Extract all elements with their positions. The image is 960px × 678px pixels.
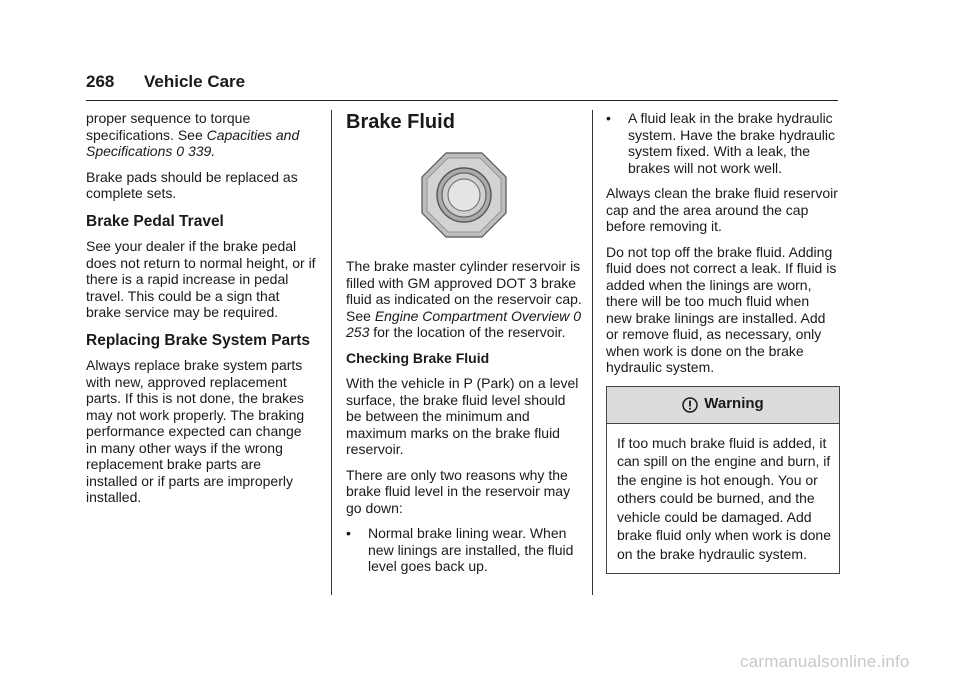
paragraph: Always clean the brake fluid reservoir cap and the area around the cap before removing it.: [606, 185, 838, 234]
column-middle: [346, 110, 582, 584]
paragraph: The brake master cylinder reservoir is filled with GM approved DOT 3 brake fluid as indicated on the reservoir cap. See Engine Compartment Overview 0 253 for the location of the reservoir.: [346, 258, 582, 340]
heading-checking-brake-fluid: Checking Brake Fluid: [346, 349, 490, 366]
column-divider: [592, 110, 593, 595]
paragraph: Brake pads should be replaced as complete sets.: [86, 168, 298, 201]
list-item: • Normal brake lining wear. When new linings are installed, the fluid level goes back up.: [346, 525, 574, 574]
paragraph: See your dealer if the brake pedal does not return to normal height, or if there is a rapid increase in pedal travel. This could be a sign that brake service may be required.: [86, 238, 316, 320]
warning-text: If too much brake fluid is added, it can spill on the engine and burn, if the engine is hot enough. You or others could be burned, and the vehicle could be damaged. Add brake fluid only when work is done on the brake hydraulic system.: [617, 434, 832, 562]
heading-replacing-brake-parts: Replacing Brake System Parts: [86, 331, 310, 349]
bullet-mark: •: [346, 525, 351, 541]
heading-brake-fluid: Brake Fluid: [346, 111, 455, 133]
paragraph: proper sequence to torque specifications. See Capacities and Specifications 0 339.: [86, 110, 300, 159]
paragraph: Always replace brake system parts with new, approved replacement parts. If this is not done, the brakes may not work properly. The braking performance expected can change in many other ways if the wrong replacement brake parts are installed or if parts are improperly installed.: [86, 357, 305, 505]
paragraph: There are only two reasons why the brake fluid level in the reservoir may go down:: [346, 466, 571, 516]
column-right: [606, 110, 838, 574]
paragraph: Do not top off the brake fluid. Adding fluid does not correct a leak. If fluid is added when the linings are worn, there will be too much fluid when new brake linings are installed. Add or remove fluid, as necessary, only when work is done on the brake hydraulic system.: [606, 243, 837, 375]
cross-reference-link[interactable]: Engine Compartment Overview: [374, 307, 570, 324]
heading-brake-pedal-travel: Brake Pedal Travel: [86, 212, 224, 230]
warning-title: Warning: [704, 395, 764, 413]
list-item: • A fluid leak in the brake hydraulic system. Have the brake hydraulic system fixed. With a leak, the brakes will not work well.: [606, 110, 835, 176]
column-left: [86, 110, 316, 515]
page-number: 268: [86, 72, 115, 91]
page-header: [86, 70, 838, 101]
bullet-mark: •: [606, 110, 611, 126]
page-reference: 0 253: [346, 307, 582, 340]
warning-header: [607, 387, 839, 424]
page-reference: 0 339.: [172, 143, 216, 159]
warning-box: [606, 386, 840, 575]
section-title: Vehicle Care: [144, 72, 246, 91]
paragraph: With the vehicle in P (Park) on a level surface, the brake fluid level should be between the minimum and maximum marks on the brake fluid reservoir.: [346, 375, 579, 457]
brake-fluid-cap-icon: [421, 152, 507, 238]
warning-icon: [682, 397, 698, 413]
cross-reference-link[interactable]: Capacities and Specifications: [86, 126, 300, 159]
brake-fluid-cap-figure: [346, 152, 582, 238]
column-divider: [331, 110, 332, 595]
watermark: carmanualsonline.info: [740, 652, 910, 671]
